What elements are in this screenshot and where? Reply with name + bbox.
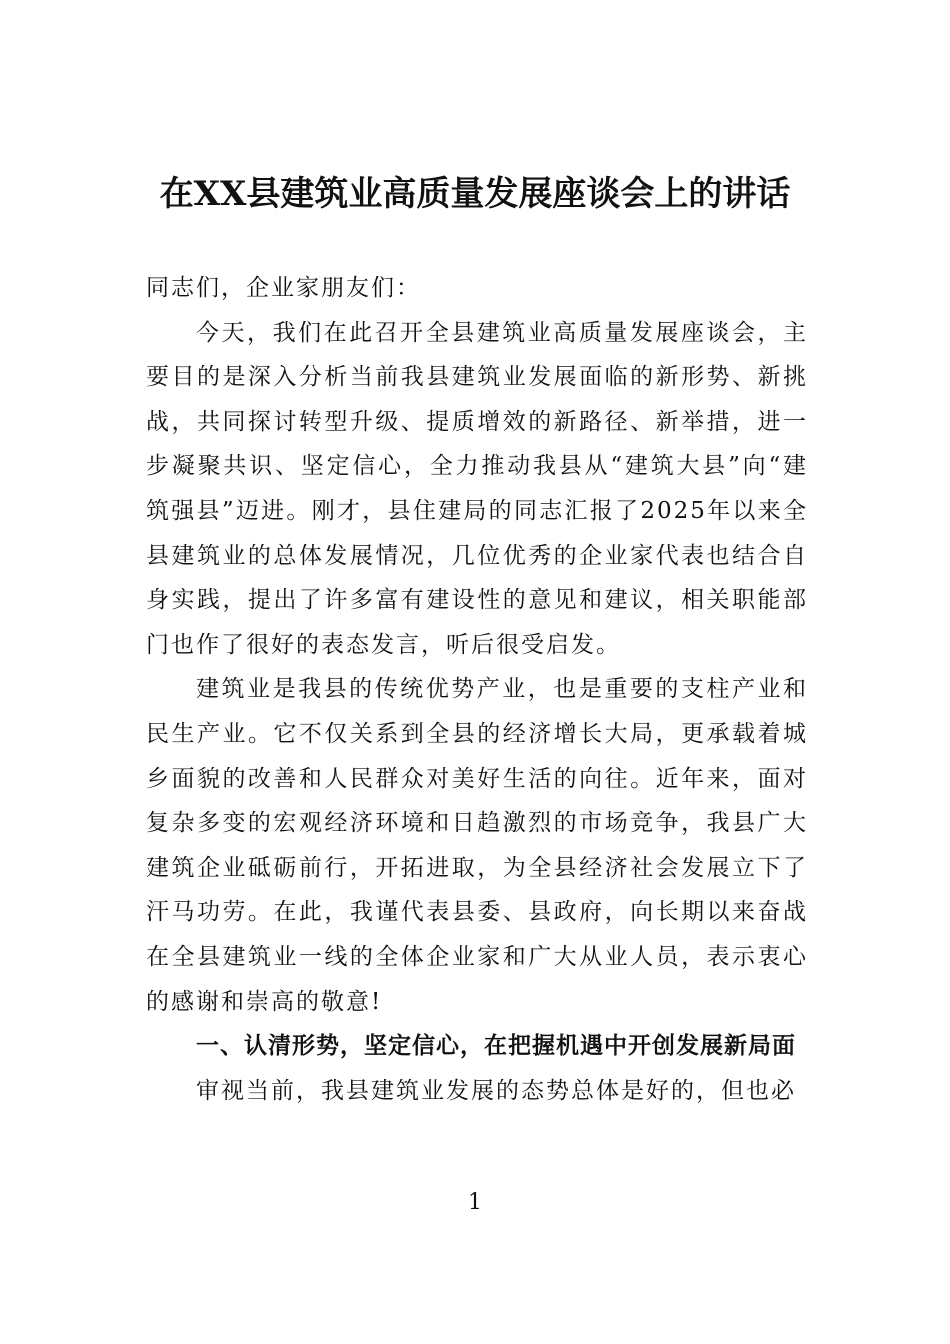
page-number: 1 bbox=[468, 1190, 482, 1215]
document-title: 在XX县建筑业高质量发展座谈会上的讲话 bbox=[159, 174, 791, 214]
section-heading: 一、认清形势，坚定信心，在把握机遇中开创发展新局面 bbox=[196, 1033, 796, 1060]
paragraph-opening: 今天，我们在此召开全县建筑业高质量发展座谈会，主要目的是深入分析当前我县建筑业发展面临的新形势、新挑战，共同探讨转型升级、提质增效的新路径、新举措，进一步凝聚共识、坚定信心，全力推动我县从“建筑大县”向“建筑强县”迈进。刚才，县住建局的同志汇报了2025年以来全县建筑业的总体发展情况，几位优秀的企业家代表也结合自身实践，提出了许多富有建设性的意见和建议，相关职能部门也作了很好的表态发言，听后很受启发。 bbox=[146, 319, 808, 658]
document-body bbox=[146, 266, 808, 1113]
greeting-line: 同志们，企业家朋友们： bbox=[146, 275, 421, 301]
paragraph-industry: 建筑业是我县的传统优势产业，也是重要的支柱产业和民生产业。它不仅关系到全县的经济增长大局，更承载着城乡面貌的改善和人民群众对美好生活的向往。近年来，面对复杂多变的宏观经济环境和日趋激烈的市场竞争，我县广大建筑企业砥砺前行，开拓进取，为全县经济社会发展立下了汗马功劳。在此，我谨代表县委、县政府，向长期以来奋战在全县建筑业一线的全体企业家和广大从业人员，表示衷心的感谢和崇高的敬意! bbox=[146, 676, 808, 1015]
paragraph-assessment: 审视当前，我县建筑业发展的态势总体是好的，但也必 bbox=[196, 1077, 796, 1104]
